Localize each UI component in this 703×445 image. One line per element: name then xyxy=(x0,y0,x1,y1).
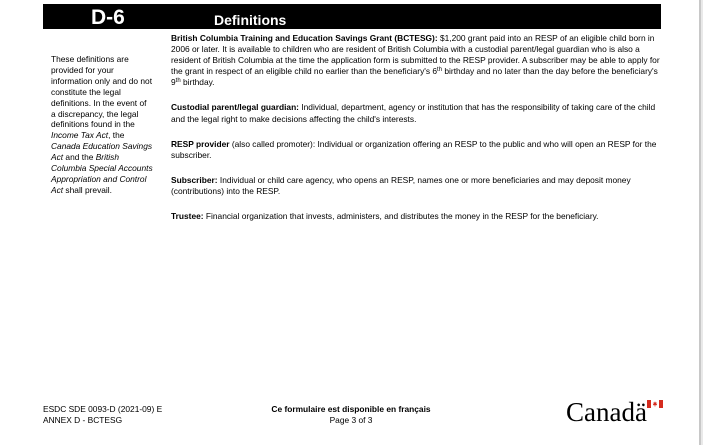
form-code: ESDC SDE 0093-D (2021-09) E xyxy=(43,404,163,414)
definition-text: Financial organization that invests, administers, and distributes the money in the RESP for the beneficiary. xyxy=(203,211,599,222)
ordinal-suffix: th xyxy=(175,78,181,85)
side-note-text: These definitions are provided for your information only and do not constitute the legal definitions. In the event of a discrepancy, the legal definitions found in the xyxy=(51,54,153,130)
section-header-bar xyxy=(43,4,661,29)
footer-form-info xyxy=(43,404,162,426)
definitions-list xyxy=(171,33,661,236)
section-title: Definitions xyxy=(214,12,287,28)
definition-text: (also called promoter): Individual or organization offering an RESP to the public and who will open an RESP for the subscriber. xyxy=(171,138,657,160)
act-bc-special-accounts: British Columbia Special Accounts Appropriation and Control Act xyxy=(51,152,153,195)
side-note-text: shall prevail. xyxy=(63,184,112,195)
definition-term: Trustee: xyxy=(171,211,204,222)
side-note-text: and the xyxy=(63,152,96,163)
canada-wordmark-text: Canadä xyxy=(566,397,647,427)
definition-term: RESP provider xyxy=(171,138,230,149)
definition-term: British Columbia Training and Education Savings Grant (BCTESG): xyxy=(171,33,438,43)
definition-trustee xyxy=(171,211,661,222)
side-note xyxy=(51,54,153,196)
footer-page-info xyxy=(231,404,471,426)
canada-flag-icon xyxy=(647,400,663,408)
canada-wordmark xyxy=(566,397,662,429)
definition-text: Individual, department, agency or institution that has the responsibility of taking care of the child and the legal right to make decisions affecting the child's interests. xyxy=(171,102,656,124)
definition-text: birthday and no later than the day before the beneficiary's 9 xyxy=(171,66,658,88)
definition-custodial-parent xyxy=(171,102,661,124)
section-code: D-6 xyxy=(91,6,125,29)
ordinal-suffix: th xyxy=(437,67,443,74)
definition-text: Individual or child care agency, who opens an RESP, names one or more beneficiaries and may deposit money (contributions) into the RESP. xyxy=(171,174,631,196)
annex-label: ANNEX D - BCTESG xyxy=(43,415,123,425)
definition-subscriber xyxy=(171,175,661,197)
definition-bctesg xyxy=(171,33,661,88)
definition-resp-provider xyxy=(171,139,661,161)
side-note-text: , the xyxy=(108,130,125,141)
definition-text: $1,200 grant paid into an RESP of an eligible child born in 2006 or later. It is available to children who are resident of British Columbia with a custodial parent/legal guardian who is also a resident of British Columbia at the time the application form is submitted to the RESP provider. A subscriber may be able to apply for the grant in respect of an eligible child no earlier than the beneficiary's 6 xyxy=(171,33,660,77)
act-canada-education-savings: Canada Education Savings Act xyxy=(51,141,153,163)
definition-term: Subscriber: xyxy=(171,174,218,185)
page-number: Page 3 of 3 xyxy=(329,415,373,425)
definition-term: Custodial parent/legal guardian: xyxy=(171,102,299,113)
french-availability-notice: Ce formulaire est disponible en français xyxy=(271,404,431,414)
definition-text: birthday. xyxy=(180,77,215,88)
act-income-tax: Income Tax Act xyxy=(51,130,109,141)
